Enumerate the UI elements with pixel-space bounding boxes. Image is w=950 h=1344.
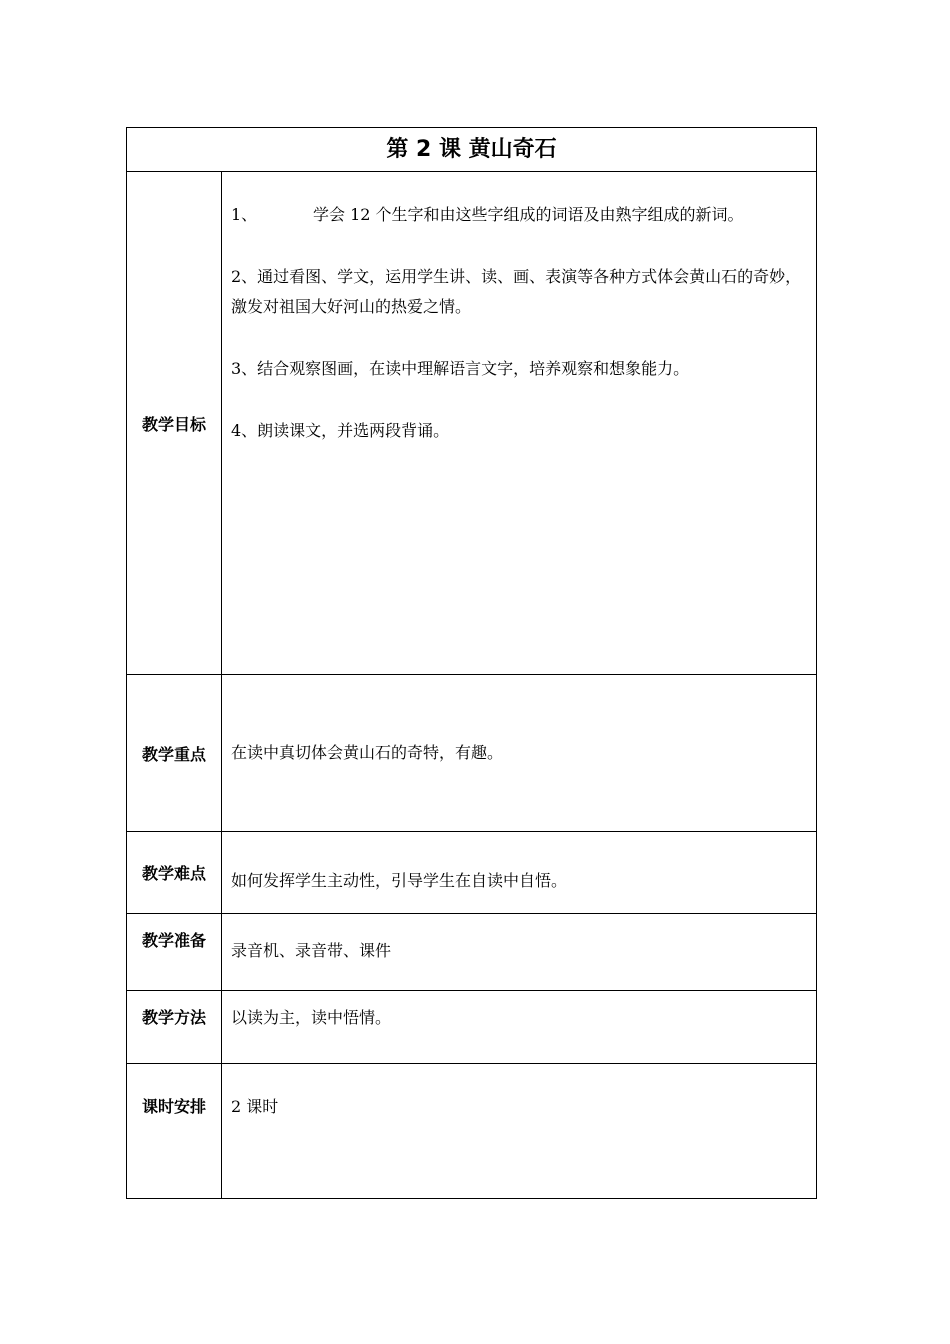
teaching-focus-text: 在读中真切体会黄山石的奇特，有趣。 (222, 675, 817, 832)
class-schedule-row (127, 1064, 817, 1199)
lesson-title: 第 2 课 黄山奇石 (127, 128, 817, 172)
teaching-focus-label: 教学重点 (127, 675, 222, 832)
teaching-preparation-label: 教学准备 (127, 914, 222, 991)
class-schedule-label: 课时安排 (127, 1064, 222, 1199)
teaching-method-row (127, 991, 817, 1064)
teaching-difficulty-label: 教学难点 (127, 832, 222, 914)
goal-item-4: 4、朗读课文，并选两段背诵。 (231, 421, 450, 440)
teaching-goals-row (127, 172, 817, 675)
goal-item-2: 2、通过看图、学文，运用学生讲、读、画、表演等各种方式体会黄山石的奇妙，激发对祖国大好河山的热爱之情。 (231, 267, 802, 316)
class-schedule-text: 2 课时 (231, 1097, 279, 1116)
teaching-focus-row (127, 675, 817, 832)
goal-1-text: 学会 12 个生字和由这些字组成的词语及由熟字组成的新词。 (313, 205, 744, 224)
teaching-goals-content (222, 172, 817, 675)
class-schedule-content (222, 1064, 817, 1199)
teaching-difficulty-text: 如何发挥学生主动性，引导学生在自读中自悟。 (231, 870, 568, 890)
teaching-preparation-row (127, 914, 817, 991)
title-row (127, 128, 817, 172)
teaching-goals-label: 教学目标 (127, 172, 222, 675)
teaching-preparation-text: 录音机、录音带、课件 (231, 941, 392, 960)
teaching-preparation-content (222, 914, 817, 991)
teaching-difficulty-row (127, 832, 817, 914)
teaching-difficulty-content (222, 832, 817, 914)
goal-item-1 (231, 200, 810, 230)
goal-item-3: 3、结合观察图画，在读中理解语言文字，培养观察和想象能力。 (231, 359, 690, 378)
teaching-method-text: 以读为主，读中悟情。 (231, 1008, 392, 1027)
teaching-method-label: 教学方法 (127, 991, 222, 1064)
goal-1-number: 1、 (231, 205, 258, 224)
lesson-plan-table (126, 127, 817, 1199)
teaching-method-content (222, 991, 817, 1064)
